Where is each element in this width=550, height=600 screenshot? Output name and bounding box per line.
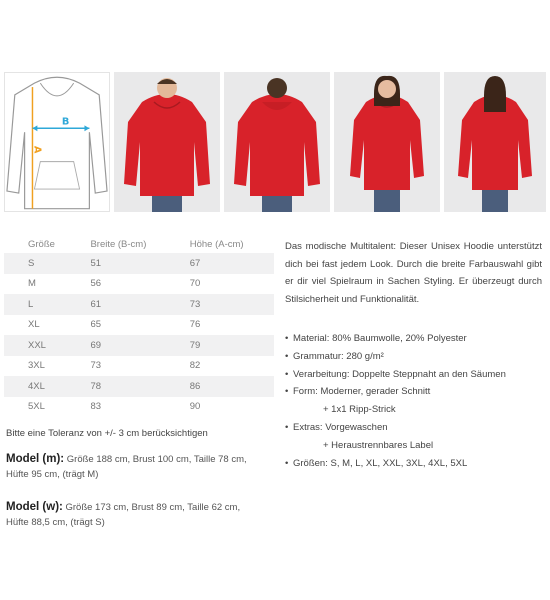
model-female-info [6,500,274,530]
product-description: Das modische Multitalent: Dieser Unisex Hoodie unterstützt dich bei fast jedem Look. Durch die breite Farbauswahl gibt er dir viel Spielraum in Sachen Styling. Er überzeugt durch Stilsicherheit und Funktionalität. [285,241,542,305]
width-column-header: Breite (B-cm) [90,239,147,250]
feature-item-extras: • Extras: Vorgewaschen [285,419,545,437]
table-row [4,356,274,377]
height-cell: 76 [189,319,201,331]
width-cell: 61 [78,294,177,315]
feature-item-processing: • Verarbeitung: Doppelte Steppnaht an den Säumen [285,366,545,384]
feature-subitem-label: + Heraustrennbares Label [323,439,434,451]
photo-woman-back [444,72,546,212]
diagram-label-b: B [61,116,70,128]
diagram-label-a: A [31,145,43,154]
size-table [4,236,274,417]
height-cell: 86 [178,376,274,397]
size-cell: 4XL [4,376,78,397]
photo-woman-front [334,72,440,212]
size-cell: M [28,278,36,290]
size-cell: S [4,253,78,274]
model-male-info [6,452,274,482]
height-cell: 73 [178,294,274,315]
photo-man-front [114,72,220,212]
feature-item-grammage: • Grammatur: 280 g/m² [285,348,545,366]
size-cell: L [4,294,78,315]
height-cell: 67 [178,253,274,274]
size-table-header [4,236,274,253]
table-row [4,274,274,295]
height-cell: 82 [189,360,201,372]
size-column-header: Größe [28,239,55,250]
model-female-line1: Größe 173 cm, Brust 89 cm, Taille 62 cm, [62,502,241,513]
photo-man-back [224,72,330,212]
feature-item-form: • Form: Moderner, gerader Schnitt [285,383,545,401]
model-female-label: Model (w): [6,501,63,513]
hoodie-outline-diagram [5,73,109,211]
feature-subitem-rib: + 1x1 Ripp-Strick [323,404,396,416]
model-female-line2: Hüfte 88,5 cm, (trägt S) [6,517,105,528]
size-diagram [4,72,110,212]
height-cell: 79 [178,335,274,356]
width-cell: 78 [78,376,177,397]
model-male-line2: Hüfte 95 cm, (trägt M) [6,469,99,480]
feature-list [285,330,545,472]
size-cell: XXL [4,335,78,356]
width-cell: 51 [78,253,177,274]
width-cell: 69 [78,335,177,356]
model-male-label: Model (m): [6,453,65,465]
table-row [4,376,274,397]
table-row [4,335,274,356]
model-male-line1: Größe 188 cm, Brust 100 cm, Taille 78 cm, [64,454,247,465]
size-cell: 5XL [28,401,45,413]
height-cell: 90 [189,401,201,413]
size-cell: 3XL [28,360,45,372]
width-cell: 65 [90,319,102,331]
width-cell: 73 [90,360,102,372]
height-cell: 70 [189,278,201,290]
table-row [4,253,274,274]
height-column-header: Höhe (A-cm) [189,239,244,250]
tolerance-note: Bitte eine Toleranz von +/- 3 cm berücksichtigen [6,428,208,439]
table-row [4,397,274,418]
table-row [4,294,274,315]
feature-item-sizes: • Größen: S, M, L, XL, XXL, 3XL, 4XL, 5XL [285,455,545,473]
width-cell: 83 [90,401,102,413]
table-row [4,315,274,336]
product-photo-strip [4,72,546,212]
size-cell: XL [28,319,40,331]
feature-item-material: • Material: 80% Baumwolle, 20% Polyester [285,330,545,348]
width-cell: 56 [90,278,102,290]
